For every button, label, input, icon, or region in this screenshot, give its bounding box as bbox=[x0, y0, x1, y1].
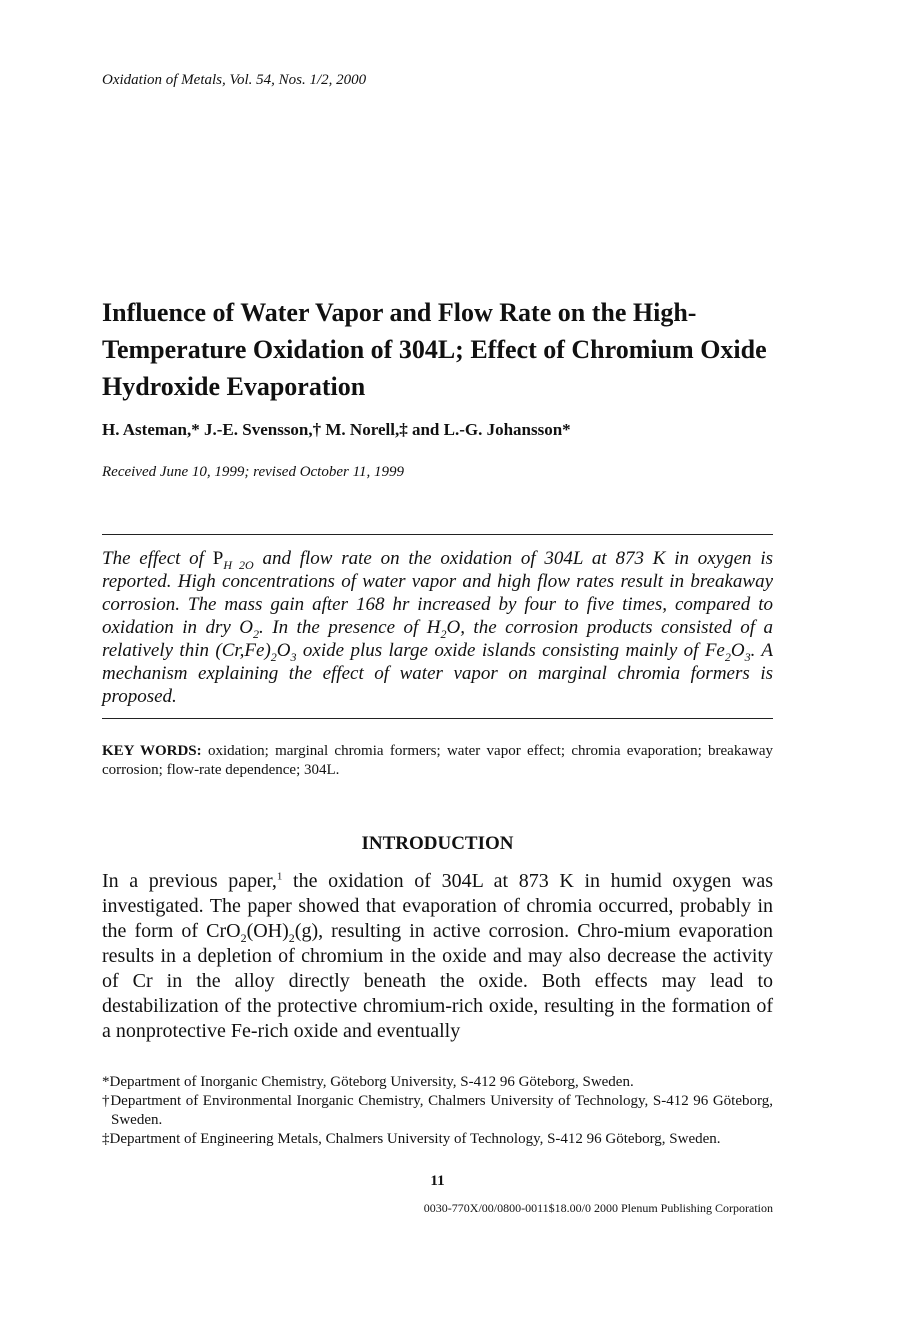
abstract-text: The effect of bbox=[102, 548, 213, 569]
body-text: (g), resulting in active corrosion. Chro-mium evaporation results in a depletion of chromium in the oxide and may also decrease the activity of Cr in the alloy directly beneath the oxide. Both effects may lead to destabilization of the protective chromium-rich oxide, resulting in the formation of a nonprotective Fe-rich oxide and eventually bbox=[102, 920, 773, 1042]
abstract-text: O bbox=[276, 640, 291, 661]
keywords-text: oxidation; marginal chromia formers; water vapor effect; chromia evaporation; breakaway corrosion; flow-rate dependence; 304L. bbox=[102, 743, 773, 778]
abstract-text: O bbox=[730, 640, 745, 661]
abstract-text: O, the corrosion products consisted of a relatively thin (Cr,Fe) bbox=[102, 617, 773, 661]
footnote-affiliation: *Department of Inorganic Chemistry, Göteborg University, S-412 96 Göteborg, Sweden. bbox=[102, 1074, 634, 1090]
abstract-text: oxide plus large oxide islands consisting mainly of Fe bbox=[296, 640, 725, 661]
body-text: In a previous paper, bbox=[102, 870, 277, 892]
pressure-symbol: P bbox=[212, 548, 224, 569]
received-dates: Received June 10, 1999; revised October 11, 1999 bbox=[102, 464, 404, 480]
abstract-text: and flow rate on the oxidation of 304L at 873 K in oxygen is reported. High concentrations of water vapor and high flow rates result in breakaway corrosion. The mass gain after 168 hr increased by four to five times, compared to oxidation in dry O bbox=[102, 548, 773, 638]
subscript: 2 bbox=[724, 649, 731, 664]
subscript: 2 bbox=[440, 626, 447, 641]
footnotes bbox=[102, 1073, 773, 1149]
subscript: 2 bbox=[270, 649, 277, 664]
abstract-top-rule bbox=[102, 534, 773, 535]
keywords-label: KEY WORDS: bbox=[102, 743, 202, 759]
abstract-bottom-rule bbox=[102, 718, 773, 719]
journal-citation: Oxidation of Metals, Vol. 54, Nos. 1/2, 2000 bbox=[102, 72, 367, 88]
copyright-line: 0030-770X/00/0800-0011$18.00/0 2000 Plenum Publishing Corporation bbox=[423, 1201, 773, 1215]
page-number: 11 bbox=[430, 1173, 445, 1189]
introduction-paragraph bbox=[102, 869, 773, 1044]
section-heading-introduction: INTRODUCTION bbox=[361, 833, 514, 854]
subscript: 2 bbox=[288, 931, 295, 945]
subscript: 2 bbox=[253, 626, 260, 641]
reference-marker[interactable]: 1 bbox=[276, 870, 283, 883]
body-text: the oxidation of 304L at 873 K in humid oxygen was investigated. The paper showed that evaporation of chromia occurred, probably in the form of CrO bbox=[102, 870, 773, 942]
author-list: H. Asteman,* J.-E. Svensson,† M. Norell,‡ and L.-G. Johansson* bbox=[102, 420, 571, 439]
subscript: 2 bbox=[240, 931, 247, 945]
abstract bbox=[102, 547, 773, 708]
footnote-affiliation: †Department of Environmental Inorganic Chemistry, Chalmers University of Technology, S-412 96 Göteborg, Sweden. bbox=[102, 1093, 773, 1128]
keywords bbox=[102, 742, 773, 780]
abstract-text: . In the presence of H bbox=[259, 617, 441, 638]
footnote-affiliation: ‡Department of Engineering Metals, Chalmers University of Technology, S-412 96 Göteborg, Sweden. bbox=[102, 1131, 721, 1147]
subscript: 3 bbox=[744, 649, 751, 664]
article-title: Influence of Water Vapor and Flow Rate on the High-Temperature Oxidation of 304L; Effect of Chromium Oxide Hydroxide Evaporation bbox=[102, 298, 767, 401]
pressure-subscript: H 2O bbox=[223, 557, 254, 572]
subscript: 3 bbox=[290, 649, 297, 664]
body-text: (OH) bbox=[246, 920, 289, 942]
abstract-text: . A mechanism explaining the effect of water vapor on marginal chromia formers is proposed. bbox=[102, 640, 774, 707]
